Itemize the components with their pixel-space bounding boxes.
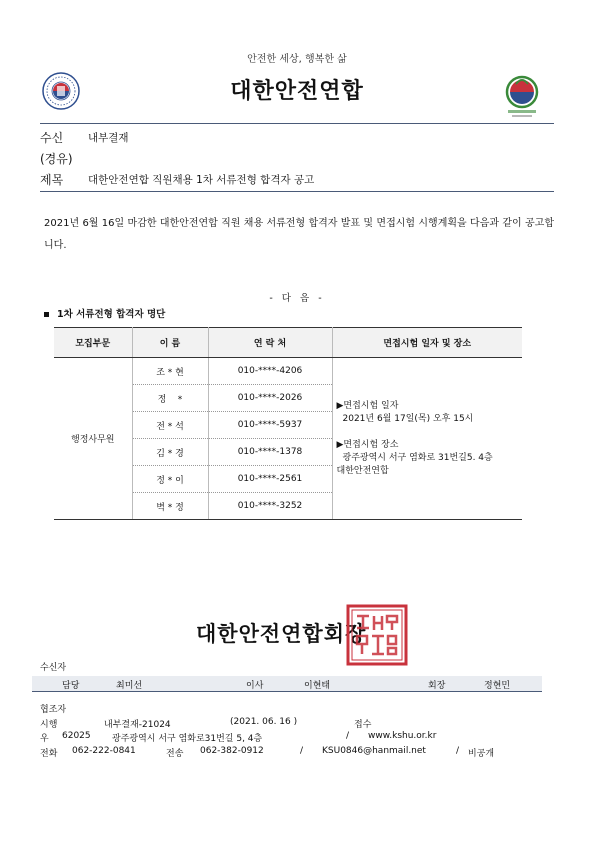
name-cell: 조 * 현 — [132, 358, 208, 385]
recipient-label: 수신 — [40, 131, 64, 145]
phone-cell: 010-****-3252 — [208, 493, 332, 520]
official-seal-icon — [346, 604, 408, 666]
phone-cell: 010-****-1378 — [208, 439, 332, 466]
postal-code: 62025 — [62, 731, 91, 741]
charge-label: 담당 — [62, 681, 80, 691]
header-rule — [40, 123, 554, 124]
interview-place-org: 대한안전연합 — [336, 465, 389, 476]
fax-label: 전송 — [166, 749, 184, 759]
separator-slash: / — [456, 746, 460, 756]
charge-name: 최미선 — [116, 681, 143, 691]
department-cell: 행정사무원 — [54, 358, 132, 520]
table-header-row — [54, 328, 522, 358]
email-link[interactable]: KSU0846@hanmail.net — [322, 746, 426, 756]
signature-title: 대한안전연합회장 — [196, 622, 367, 646]
via-label: (경유) — [40, 152, 73, 166]
interview-place-label: ▶면접시험 장소 — [336, 439, 399, 450]
name-cell: 김 * 경 — [132, 439, 208, 466]
interview-date-value: 2021년 6월 17일(목) 오후 15시 — [342, 413, 474, 424]
enforce-date: (2021. 06. 16 ) — [230, 717, 298, 727]
footer-recipient-label: 수신자 — [40, 663, 67, 673]
subject-value: 대한안전연합 직원채용 1차 서류전형 합격자 공고 — [88, 174, 315, 186]
approval-bar — [32, 676, 542, 692]
recipient-value: 내부결재 — [88, 132, 129, 144]
section-title-text: 1차 서류전형 합격자 명단 — [57, 309, 166, 320]
director-label: 이사 — [246, 681, 264, 691]
name-cell: 전 * 석 — [132, 412, 208, 439]
header-department: 모집부문 — [54, 328, 132, 358]
name-cell: 정 * — [132, 385, 208, 412]
table-row — [54, 358, 522, 385]
enforce-value: 내부결재-21024 — [104, 720, 171, 730]
certification-mark-logo — [502, 74, 542, 122]
applicant-table — [54, 327, 522, 520]
website-link[interactable]: www.kshu.or.kr — [368, 731, 437, 741]
postal-label: 우 — [40, 734, 49, 744]
header-interview: 면접시험 일자 및 장소 — [332, 328, 522, 358]
director-name: 이현태 — [304, 681, 331, 691]
disclosure-status: 비공개 — [468, 749, 495, 759]
org-title: 대한안전연합 — [230, 79, 364, 104]
chair-label: 회장 — [428, 681, 446, 691]
receipt-label: 접수 — [354, 720, 372, 730]
phone-cell: 010-****-5937 — [208, 412, 332, 439]
phone-cell: 010-****-2561 — [208, 466, 332, 493]
separator-slash: / — [300, 746, 304, 756]
name-cell: 벽 * 정 — [132, 493, 208, 520]
phone-cell: 010-****-2026 — [208, 385, 332, 412]
square-bullet-icon — [44, 312, 49, 317]
phone-value: 062-222-0841 — [72, 746, 136, 756]
address: 광주광역시 서구 염화로31번길 5, 4층 — [112, 734, 263, 744]
name-cell: 정 * 이 — [132, 466, 208, 493]
interview-date-label: ▶면접시험 일자 — [336, 400, 399, 411]
cooperator-label: 협조자 — [40, 705, 67, 715]
separator-slash: / — [346, 731, 350, 741]
subject-rule — [40, 191, 554, 192]
org-emblem-logo — [42, 72, 80, 110]
section-title — [44, 306, 165, 320]
phone-label: 전화 — [40, 749, 58, 759]
header-name: 이 름 — [132, 328, 208, 358]
announcement-paragraph: 2021년 6월 16일 마감한 대한안전연합 직원 채용 서류전형 합격자 발표 및 면접시험 시행계획을 다음과 같이 공고합니다. — [44, 218, 554, 251]
phone-cell: 010-****-4206 — [208, 358, 332, 385]
enforce-label: 시행 — [40, 720, 58, 730]
da-eum-heading: - 다 음 - — [269, 293, 325, 304]
chair-name: 정현민 — [484, 681, 511, 691]
interview-place-value: 광주광역시 서구 염화로 31번길5. 4층 — [342, 452, 493, 463]
fax-value: 062-382-0912 — [200, 746, 264, 756]
header-phone: 연 락 처 — [208, 328, 332, 358]
subject-label: 제목 — [40, 173, 64, 187]
slogan: 안전한 세상, 행복한 삶 — [247, 54, 347, 65]
interview-cell — [332, 358, 522, 520]
